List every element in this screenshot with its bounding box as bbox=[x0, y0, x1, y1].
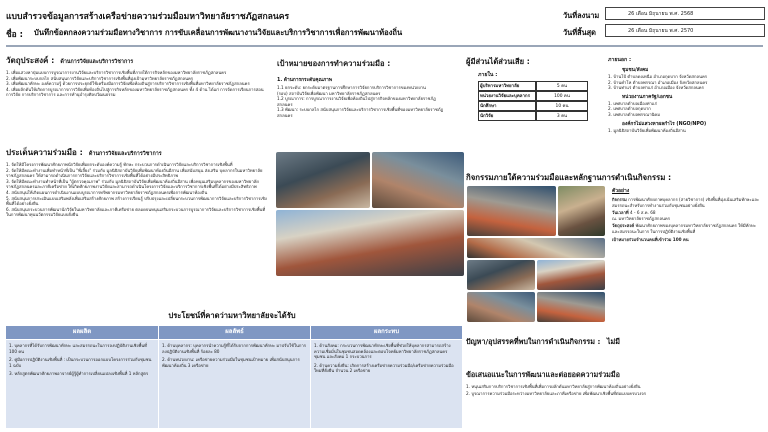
col-output bbox=[6, 340, 158, 428]
target-item: (รอบ) สถาบันวิจัยเพื่อพัฒนา มหาวิทยาลัยราชภัฏสกลนคร bbox=[277, 90, 381, 96]
stakeholder-row bbox=[478, 111, 588, 121]
objective-item: 4. เพื่อผลักดันให้เกิดการบูรณาการการวิจัยเพื่อท้องถิ่นไปสู่การกิจหลักของมหาวิทยาลัยราชภัฏสกลนคร ทั้ง 4 ด้าน ได้แก่ การจัดการเรียนการสอน การวิจัย การบริการวิชาการ และการทำนุบำรุงศิลปวัฒนธรรม bbox=[6, 86, 264, 98]
end-date-value: 26 เดือน มิถุนายน พ.ศ. 2570 bbox=[628, 28, 694, 34]
header-divider bbox=[6, 45, 763, 47]
name-label: ชื่อ : bbox=[6, 29, 23, 39]
end-date-label: วันที่สิ้นสุด bbox=[563, 28, 596, 37]
stakeholder-label: นักวิจัย bbox=[478, 111, 536, 121]
objective-item: 3. เพื่อพัฒนาทักษะ องค์ความรู้ ด้วยการประยุกต์ใช้เครื่องมือการวิจัยเพื่อท้องถิ่นสู่การบริการวิชาการเชิงพื้นที่มหาวิทยาลัยราชภัฏสกลนคร bbox=[6, 81, 250, 87]
problems-title: ปัญหา/อุปสรรคที่พบในการดำเนินกิจกรรม : bbox=[466, 337, 601, 346]
date-label: วันเวลาที่ bbox=[612, 210, 629, 216]
col-impact bbox=[311, 340, 462, 428]
suggestions-section bbox=[466, 370, 764, 396]
col-output-head: ผลผลิต bbox=[6, 326, 158, 339]
count-value: 100 คน bbox=[672, 236, 689, 242]
evidence-photo bbox=[276, 152, 370, 208]
stakeholder-row bbox=[478, 81, 588, 91]
community-item: 1. บ้านโป้ ตำบลดงเหนือ อำเภอกุดบาก จังหวัดสกลนคร bbox=[608, 74, 707, 79]
objective-item: 2. เพื่อพัฒนาระบบกลไก สนับสนุนการวิจัยและบริการวิชาการเชิงพื้นที่มุ่งเป้ามหาวิทยาลัยราชภัฏสกลนคร bbox=[6, 75, 194, 81]
target-item: 1.1 ยกระดับ: ยกระดับมาตรฐานการศึกษาการวิจัยการบริการวิชาการของหน่วยงาน bbox=[277, 85, 426, 90]
stakeholder-value: 100 คน bbox=[536, 91, 588, 101]
cooperation-item: 6. สนับสนุนกระบวนการพัฒนานักวิจัยในมหาวิทยาลัยและภาคีเครือข่าย ตลอดจนหนุนเสริมกระบวนการบูรณาการวิจัยและบริการวิชาการเชิงพื้นที่ ในการพัฒนาทุนนวัตกรรมวิจัยแบบยั่งยืน bbox=[6, 206, 266, 218]
activity-text: การพัฒนาศักยภาพบุคลากร (สายวิชาการ) เชิงพื้นที่มุ่งเน้นเสริมทักษะและสมรรถนะสำหรับการทำงานร่วมกับชุมชนอย่างยั่งยืน bbox=[612, 197, 760, 208]
cooperation-subtitle: ด้านการวิจัยและบริการวิชาการ bbox=[88, 151, 162, 157]
activity-details bbox=[612, 187, 762, 242]
goal-text: พัฒนาศักยภาพของบุคลากรมหาวิทยาลัยราชภัฏสกลนคร ให้มีทักษะและสมรรถนะในการ ในการปฏิบัติงานเชิงพื้นที่ bbox=[612, 223, 756, 234]
stakeholder-label: นักศึกษา bbox=[478, 101, 536, 111]
activity-photo bbox=[537, 292, 605, 322]
activity-photo bbox=[467, 186, 556, 236]
targets-subtitle: 1. ด้านการกระดับคุณภาพ bbox=[277, 78, 332, 83]
activity-photo bbox=[467, 238, 605, 258]
page-title: แบบสำรวจข้อมูลการสร้างเครือข่ายความร่วมมือมหาวิทยาลัยราชภัฏสกลนคร bbox=[6, 12, 290, 22]
objective-item: 1. เพื่อแสวงหาปุ่มแบบการบูรณาการงานวิจัยและบริการวิชาการเชิงพื้นที่ภายใต้การกิจหลักของมหาวิทยาลัยราชภัฏสกลนคร bbox=[6, 70, 227, 75]
goal-line bbox=[612, 223, 762, 234]
start-date-value: 26 เดือน มิถุนายน พ.ศ. 2568 bbox=[628, 11, 694, 17]
target-item: 1.2 บูรณาการ: การบูรณาการงานวิจัยเพื่อท้องถิ่นไปสู่การกิจหลักของมหาวิทยาลัยราชภัฏสกลนคร bbox=[277, 96, 436, 107]
date-value: 4 - 6 ส.ค. 68 bbox=[630, 210, 656, 216]
stakeholder-row bbox=[478, 101, 588, 111]
ngo-label: องค์กรไม่แสวงหาผลกำไร (NGO/NPO) bbox=[622, 121, 707, 127]
community-label: ชุมชน/สังคม bbox=[622, 68, 649, 73]
output-item: 3. หลักสูตรพัฒนาศักยภาพอาจารย์ผู้รู้ผู้ทำการเปลี่ยนแปลงเชิงพื้นที่ 1 หลักสูตร bbox=[9, 371, 149, 377]
stakeholder-value: 3 คน bbox=[536, 111, 588, 121]
suggestion-item: 2. บูรณาการความร่วมมือระหว่างมหาวิทยาลัยและภาคีเครือข่าย เพื่อพัฒนาเชิงพื้นที่ต่อแบบครบวงจร bbox=[466, 390, 646, 396]
problems-value: ไม่มี bbox=[606, 337, 620, 346]
evidence-photo bbox=[276, 210, 464, 276]
stakeholder-table bbox=[478, 81, 588, 121]
stakeholder-value: 10 คน bbox=[536, 101, 588, 111]
impact-item: 2. ด้านความยั่งยืน: เกิดการสร้างเครือข่ายความร่วมมือ/เครือข่ายความร่วมมือใหม่ที่ยั่งยืน จำนวน 2 เครือข่าย bbox=[314, 362, 454, 374]
stakeholder-label: ผู้บริหารมหาวิทยาลัย bbox=[478, 81, 536, 91]
outcome-item: 2. ด้านหน่วยงาน: เครือข่ายความร่วมมือในชุมชนเป้าหมาย เพื่อสนับสนุนการพัฒนาท้องถิ่น 3 เครือข่าย bbox=[162, 357, 300, 368]
activity-label: กิจกรรม bbox=[612, 197, 627, 202]
gov-item: 2. เทศบาลตำบลกุดบาก bbox=[608, 106, 651, 112]
stakeholder-value: 5 คน bbox=[536, 81, 588, 91]
activity-photo bbox=[558, 186, 605, 236]
cooperation-item: 3. จัดให้มีคณะทำงานทำหน้าที่เป็น "ผู้ตรวจคุณภาพ" ร่วมกับ มูลนิธิสถาบันวิจัยเพื่อพัฒนาท้องถิ่นอีสาน เพื่อหนุนเสริมบุคลากรของมหาวิทยาลัยราชภัฏสกลนครและภาคีเครือข่าย ให้เกิดศักยภาพงานวิจัยและสามารถดำเนินโครงการวิจัยและบริการวิชาการเชิงพื้นที่ได้อย่างมีประสิทธิภาพ bbox=[6, 178, 259, 190]
activity-line bbox=[612, 197, 762, 208]
target-item: 1.3 พัฒนา: ระบบกลไก สนับสนุนการวิจัยและบริการวิชาการเชิงพื้นที่ของมหาวิทยาลัยราชภัฏสกลนคร bbox=[277, 107, 444, 118]
internal-label: ภายใน : bbox=[478, 72, 498, 78]
community-item: 2. บ้านคำโห ตำบลพรรณา อำเภอเมือง จังหวัดสกลนคร bbox=[608, 79, 708, 85]
suggestion-item: 1. หนุนเสริมการบริการวิชาการเชิงพื้นที่เพื่อการผลักดันมหาวิทยาลัยสู่การพัฒนาท้องถิ่นอย่างยั่งยืน bbox=[466, 384, 641, 389]
impact-item: 1. ด้านสังคม: กระบวนการพัฒนาทักษะเชิงพื้นที่ช่วยให้บุคลากรสามารถสร้างความเชื่อมั่นในชุมชนสอดคล้องและตอบโจทย์มหาวิทยาลัยราชภัฏสกลนคร ชุมชน และสังคม 1 กระบวนการ bbox=[314, 343, 451, 360]
targets-section bbox=[277, 58, 445, 119]
stakeholder-row bbox=[478, 91, 588, 101]
problems-line bbox=[466, 337, 620, 348]
evidence-photo bbox=[372, 152, 464, 208]
example-label: ตัวอย่าง bbox=[612, 188, 630, 194]
external-stakeholders bbox=[608, 56, 766, 133]
community-item: 3. บ้านท่าแร่ ตำบลท่าแร่ อำเภอเมือง จังหวัดสกลนคร bbox=[608, 85, 704, 91]
ngo-item: 1. มูลนิธิสถาบันวิจัยเพื่อพัฒนาท้องถิ่นอีสาน bbox=[608, 127, 686, 133]
stakeholder-label: หน่วยงานวิจัยและบุคลากร bbox=[478, 91, 536, 101]
stakeholders-title: ผู้มีส่วนได้ส่วนเสีย : bbox=[466, 57, 530, 66]
expected-table bbox=[6, 326, 462, 428]
col-outcome bbox=[159, 340, 310, 428]
objectives-title: วัตถุประสงค์ : bbox=[6, 56, 55, 65]
count-label: เป้าหมายร่วมจำนวนคนที่เข้าร่วม bbox=[612, 236, 672, 242]
cooperation-item: 1. จัดให้มีโครงการพัฒนาศักยภาพนักวิจัยเพื่อยกระดับองค์ความรู้ ทักษะ กระบวนการดำเนินการวิจัยและบริการวิชาการเชิงพื้นที่ bbox=[6, 162, 233, 167]
activity-photo bbox=[467, 292, 535, 322]
external-label: ภายนอก : bbox=[608, 57, 632, 63]
expected-title: ประโยชน์ที่คาดว่ามหาวิทยาลัยจะได้รับ bbox=[168, 311, 296, 320]
activities-title: กิจกรรมภายใต้ความร่วมมือและหลักฐานการดำเนินกิจกรรม : bbox=[466, 173, 672, 182]
outcome-item: 1. ด้านบุคลากร: บุคลากรนำความรู้ที่ได้รับจากการพัฒนาทักษะ มาปรับใช้ในการลงปฏิบัติงานเชิงพื้นที่ ร้อยละ 80 bbox=[162, 343, 307, 354]
place-value: ณ. มหาวิทยาลัยราชภัฏสกลนคร bbox=[612, 215, 670, 221]
gov-item: 1. เทศบาลตำบลเมืองท่าแร่ bbox=[608, 100, 657, 106]
gov-label: หน่วยงานภาครัฐ/เอกชน bbox=[622, 94, 673, 100]
activity-photo bbox=[467, 260, 535, 290]
cooperation-section bbox=[6, 146, 268, 218]
activity-photo bbox=[537, 260, 605, 290]
suggestions-title: ข้อเสนอแนะในการพัฒนาและต่อยอดความร่วมมือ bbox=[466, 370, 620, 379]
objectives-section bbox=[6, 54, 268, 98]
start-date-label: วันที่ลงนาม bbox=[563, 11, 600, 20]
gov-item: 3. เทศบาลตำบลพรรณานิคม bbox=[608, 111, 660, 117]
col-outcome-head: ผลลัพธ์ bbox=[159, 326, 310, 339]
count-line bbox=[612, 237, 762, 243]
cooperation-title: ประเด็นความร่วมมือ : bbox=[6, 148, 83, 157]
objectives-subtitle: ด้านการวิจัยและบริการวิชาการ bbox=[60, 59, 134, 65]
cooperation-item: 5. สนับสนุนการประเมินแบบเสริมพลังเพื่อเสริมสร้างศักยภาพ สร้างการเรียนรู้ ปรับปรุงและเปลี่ยนกระบวนการพัฒนาการวิจัยและบริการวิชาการเชิงพื้นที่ได้อย่างยั่งยืน bbox=[6, 195, 267, 207]
output-item: 2. คู่มือการปฏิบัติงานเชิงพื้นที่ : เป็นกระบวนการออกแบบโครงการร่วมกับชุมชน 1 ฉบับ bbox=[9, 357, 152, 368]
targets-title: เป้าหมายของการทำความร่วมมือ : bbox=[277, 59, 391, 68]
cooperation-item: 4. สนับสนุนให้เกิดแผนการดำเนินงานแบบบูรณาการทรัพยากรมหาวิทยาลัยราชภัฏสกลนครเพื่อการพัฒนาท้องถิ่น bbox=[6, 189, 208, 195]
cooperation-item: 2. จัดให้มีคณะทำงานเพื่อทำหน้าที่เป็น "พี่เลี้ยง" ร่วมกับ มูลนิธิสถาบันวิจัยเพื่อพัฒนาท้องถิ่นอีสาน เพื่อสนับสนุน ส่งเสริม บุคลากรในมหาวิทยาลัยราชภัฏสกลนคร ให้สามารถดำเนินการการวิจัยและบริการวิชาการเชิงพื้นที่ได้อย่างมีประสิทธิภาพ bbox=[6, 167, 263, 179]
goal-label: วัตถุประสงค์ bbox=[612, 223, 635, 229]
col-impact-head: ผลกระทบ bbox=[311, 326, 462, 339]
output-item: 1. บุคลากรที่ได้รับการพัฒนาทักษะ และสมรรถนะในการลงปฏิบัติงานเชิงพื้นที่ 100 คน bbox=[9, 343, 147, 354]
name-value: บันทึกข้อตกลงความร่วมมือทางวิชาการ การขับเคลื่อนการพัฒนางานวิจัยและบริการวิชาการเพื่อการพัฒนาท้องถิ่น bbox=[34, 28, 403, 37]
